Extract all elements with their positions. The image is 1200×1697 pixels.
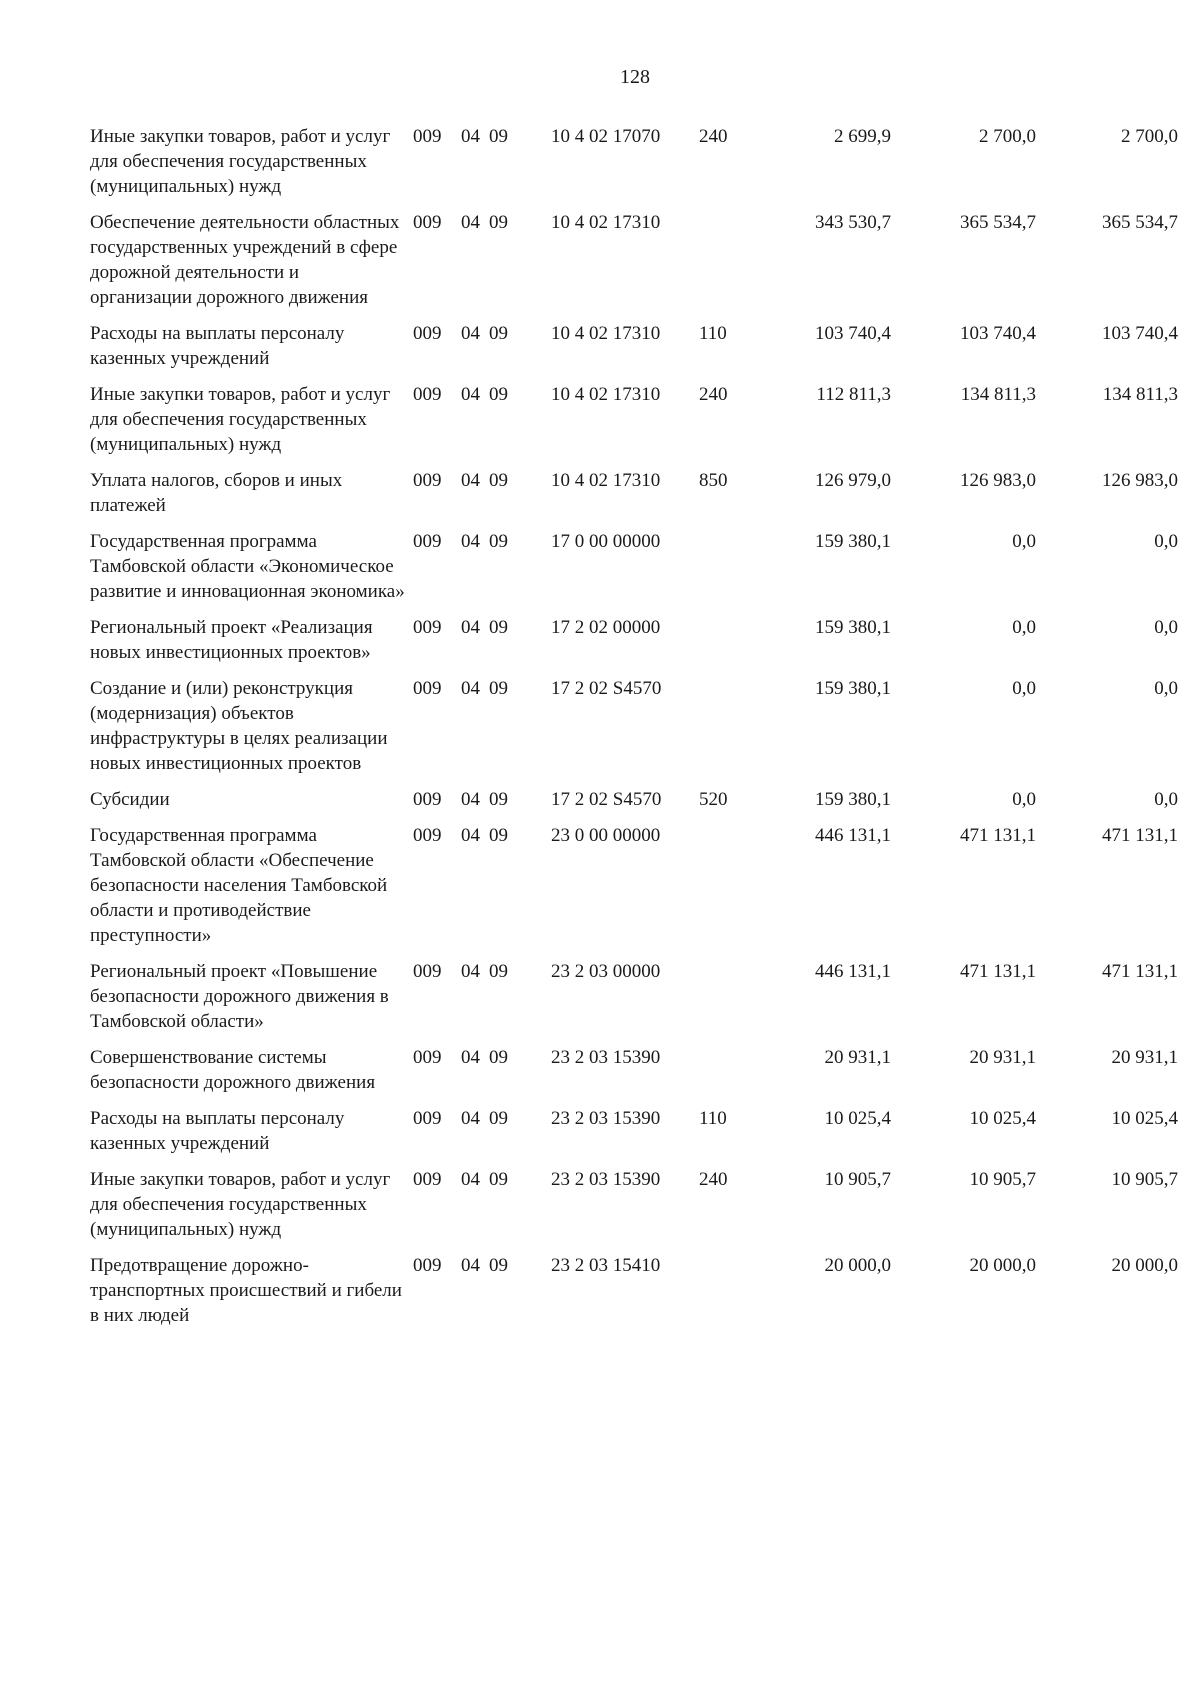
- row-name: Предотвращение дорожно-транспортных происшествий и гибели в них людей: [90, 1255, 402, 1326]
- table-body: [90, 124, 1178, 1339]
- table-row: [90, 210, 1178, 321]
- row-amount-year-2: 10 905,7: [969, 1169, 1036, 1190]
- row-subsection-code: 09: [489, 825, 508, 846]
- row-grbs-code: 009: [413, 470, 442, 491]
- table-row: [90, 823, 1178, 959]
- row-amount-year-1: 10 025,4: [824, 1108, 891, 1129]
- row-grbs-code: 009: [413, 1047, 442, 1068]
- budget-table: [90, 124, 1178, 1339]
- row-target-article: 17 2 02 00000: [551, 617, 661, 638]
- row-expense-type: 850: [699, 470, 728, 491]
- row-section-code: 04: [461, 384, 480, 405]
- row-amount-year-1: 159 380,1: [815, 531, 891, 552]
- row-grbs-code: 009: [413, 212, 442, 233]
- row-target-article: 10 4 02 17310: [551, 384, 661, 405]
- row-name: Субсидии: [90, 789, 170, 810]
- row-name: Государственная программа Тамбовской области «Экономическое развитие и инновационная экономика»: [90, 531, 405, 602]
- row-amount-year-2: 20 931,1: [969, 1047, 1036, 1068]
- row-name: Иные закупки товаров, работ и услуг для обеспечения государственных (муниципальных) нужд: [90, 384, 391, 455]
- row-section-code: 04: [461, 531, 480, 552]
- row-section-code: 04: [461, 789, 480, 810]
- row-section-code: 04: [461, 1169, 480, 1190]
- row-expense-type: [699, 1253, 761, 1339]
- row-grbs-code: 009: [413, 1169, 442, 1190]
- row-expense-type: [699, 959, 761, 1045]
- row-target-article: 10 4 02 17070: [551, 126, 661, 147]
- row-amount-year-3: 471 131,1: [1102, 825, 1178, 846]
- row-grbs-code: 009: [413, 1255, 442, 1276]
- row-expense-type: [699, 615, 761, 676]
- row-subsection-code: 09: [489, 470, 508, 491]
- row-target-article: 23 2 03 15410: [551, 1255, 661, 1276]
- row-amount-year-2: 2 700,0: [979, 126, 1036, 147]
- row-amount-year-2: 471 131,1: [960, 825, 1036, 846]
- row-subsection-code: 09: [489, 1108, 508, 1129]
- page-number: 128: [620, 66, 650, 88]
- row-grbs-code: 009: [413, 961, 442, 982]
- row-expense-type: 240: [699, 1169, 728, 1190]
- row-name: Обеспечение деятельности областных государственных учреждений в сфере дорожной деятельности и организации дорожного движения: [90, 212, 400, 308]
- row-name: Региональный проект «Повышение безопасности дорожного движения в Тамбовской области»: [90, 961, 389, 1032]
- row-subsection-code: 09: [489, 961, 508, 982]
- row-amount-year-2: 471 131,1: [960, 961, 1036, 982]
- table-row: [90, 615, 1178, 676]
- row-grbs-code: 009: [413, 384, 442, 405]
- row-target-article: 10 4 02 17310: [551, 323, 661, 344]
- row-grbs-code: 009: [413, 323, 442, 344]
- row-amount-year-1: 343 530,7: [815, 212, 891, 233]
- row-amount-year-2: 20 000,0: [969, 1255, 1036, 1276]
- row-subsection-code: 09: [489, 323, 508, 344]
- row-subsection-code: 09: [489, 1047, 508, 1068]
- row-section-code: 04: [461, 126, 480, 147]
- row-subsection-code: 09: [489, 384, 508, 405]
- row-amount-year-3: 126 983,0: [1102, 470, 1178, 491]
- row-amount-year-2: 0,0: [1012, 617, 1036, 638]
- row-amount-year-3: 10 905,7: [1111, 1169, 1178, 1190]
- row-target-article: 23 2 03 15390: [551, 1108, 661, 1129]
- row-amount-year-1: 112 811,3: [816, 384, 891, 405]
- row-subsection-code: 09: [489, 789, 508, 810]
- row-amount-year-3: 365 534,7: [1102, 212, 1178, 233]
- row-amount-year-3: 2 700,0: [1121, 126, 1178, 147]
- row-grbs-code: 009: [413, 825, 442, 846]
- row-section-code: 04: [461, 470, 480, 491]
- row-subsection-code: 09: [489, 617, 508, 638]
- row-amount-year-3: 0,0: [1154, 531, 1178, 552]
- table-row: [90, 676, 1178, 787]
- row-amount-year-2: 0,0: [1012, 678, 1036, 699]
- row-amount-year-1: 446 131,1: [815, 825, 891, 846]
- table-row: [90, 1045, 1178, 1106]
- row-target-article: 10 4 02 17310: [551, 470, 661, 491]
- row-amount-year-1: 159 380,1: [815, 617, 891, 638]
- row-amount-year-3: 10 025,4: [1111, 1108, 1178, 1129]
- row-amount-year-1: 126 979,0: [815, 470, 891, 491]
- row-amount-year-1: 103 740,4: [815, 323, 891, 344]
- row-section-code: 04: [461, 825, 480, 846]
- row-expense-type: 110: [699, 1108, 727, 1129]
- row-amount-year-1: 446 131,1: [815, 961, 891, 982]
- table-row: [90, 468, 1178, 529]
- row-expense-type: 110: [699, 323, 727, 344]
- row-subsection-code: 09: [489, 1169, 508, 1190]
- row-amount-year-1: 159 380,1: [815, 789, 891, 810]
- row-amount-year-3: 471 131,1: [1102, 961, 1178, 982]
- row-grbs-code: 009: [413, 678, 442, 699]
- table-row: [90, 1106, 1178, 1167]
- row-subsection-code: 09: [489, 678, 508, 699]
- row-amount-year-1: 2 699,9: [834, 126, 891, 147]
- row-target-article: 10 4 02 17310: [551, 212, 661, 233]
- row-amount-year-3: 20 000,0: [1111, 1255, 1178, 1276]
- row-target-article: 17 0 00 00000: [551, 531, 661, 552]
- row-amount-year-2: 134 811,3: [960, 384, 1036, 405]
- table-row: [90, 529, 1178, 615]
- row-grbs-code: 009: [413, 1108, 442, 1129]
- row-expense-type: 240: [699, 384, 728, 405]
- row-target-article: 17 2 02 S4570: [551, 678, 662, 699]
- row-target-article: 23 2 03 00000: [551, 961, 661, 982]
- row-name: Создание и (или) реконструкция (модернизация) объектов инфраструктуры в целях реализации новых инвестиционных проектов: [90, 678, 388, 774]
- row-amount-year-1: 159 380,1: [815, 678, 891, 699]
- row-expense-type: [699, 210, 761, 321]
- row-target-article: 23 2 03 15390: [551, 1047, 661, 1068]
- row-grbs-code: 009: [413, 531, 442, 552]
- table-row: [90, 787, 1178, 823]
- row-name: Совершенствование системы безопасности дорожного движения: [90, 1047, 376, 1093]
- row-subsection-code: 09: [489, 126, 508, 147]
- row-target-article: 17 2 02 S4570: [551, 789, 662, 810]
- row-name: Региональный проект «Реализация новых инвестиционных проектов»: [90, 617, 373, 663]
- row-amount-year-3: 0,0: [1154, 678, 1178, 699]
- row-section-code: 04: [461, 678, 480, 699]
- row-grbs-code: 009: [413, 617, 442, 638]
- row-section-code: 04: [461, 1108, 480, 1129]
- row-section-code: 04: [461, 961, 480, 982]
- row-expense-type: [699, 823, 761, 959]
- row-amount-year-2: 365 534,7: [960, 212, 1036, 233]
- row-amount-year-2: 0,0: [1012, 531, 1036, 552]
- row-target-article: 23 0 00 00000: [551, 825, 661, 846]
- row-amount-year-1: 20 000,0: [824, 1255, 891, 1276]
- row-amount-year-3: 0,0: [1154, 617, 1178, 638]
- row-name: Государственная программа Тамбовской области «Обеспечение безопасности населения Тамбовской области и противодействие преступности»: [90, 825, 388, 946]
- row-name: Расходы на выплаты персоналу казенных учреждений: [90, 1108, 345, 1154]
- row-expense-type: 240: [699, 126, 728, 147]
- row-expense-type: [699, 529, 761, 615]
- table-row: [90, 124, 1178, 210]
- row-amount-year-2: 103 740,4: [960, 323, 1036, 344]
- row-expense-type: 520: [699, 789, 728, 810]
- row-amount-year-3: 0,0: [1154, 789, 1178, 810]
- row-amount-year-1: 10 905,7: [824, 1169, 891, 1190]
- table-row: [90, 321, 1178, 382]
- row-expense-type: [699, 1045, 761, 1106]
- row-section-code: 04: [461, 323, 480, 344]
- row-amount-year-2: 126 983,0: [960, 470, 1036, 491]
- row-amount-year-2: 0,0: [1012, 789, 1036, 810]
- table-row: [90, 1167, 1178, 1253]
- row-section-code: 04: [461, 617, 480, 638]
- row-subsection-code: 09: [489, 531, 508, 552]
- table-row: [90, 382, 1178, 468]
- row-grbs-code: 009: [413, 126, 442, 147]
- table-row: [90, 959, 1178, 1045]
- row-grbs-code: 009: [413, 789, 442, 810]
- row-name: Иные закупки товаров, работ и услуг для обеспечения государственных (муниципальных) нужд: [90, 126, 391, 197]
- row-amount-year-3: 134 811,3: [1102, 384, 1178, 405]
- row-subsection-code: 09: [489, 212, 508, 233]
- row-section-code: 04: [461, 1047, 480, 1068]
- row-name: Иные закупки товаров, работ и услуг для обеспечения государственных (муниципальных) нужд: [90, 1169, 391, 1240]
- row-amount-year-3: 20 931,1: [1111, 1047, 1178, 1068]
- row-amount-year-3: 103 740,4: [1102, 323, 1178, 344]
- row-amount-year-1: 20 931,1: [824, 1047, 891, 1068]
- row-section-code: 04: [461, 212, 480, 233]
- row-section-code: 04: [461, 1255, 480, 1276]
- row-subsection-code: 09: [489, 1255, 508, 1276]
- row-target-article: 23 2 03 15390: [551, 1169, 661, 1190]
- row-amount-year-2: 10 025,4: [969, 1108, 1036, 1129]
- row-name: Уплата налогов, сборов и иных платежей: [90, 470, 343, 516]
- row-name: Расходы на выплаты персоналу казенных учреждений: [90, 323, 345, 369]
- table-row: [90, 1253, 1178, 1339]
- row-expense-type: [699, 676, 761, 787]
